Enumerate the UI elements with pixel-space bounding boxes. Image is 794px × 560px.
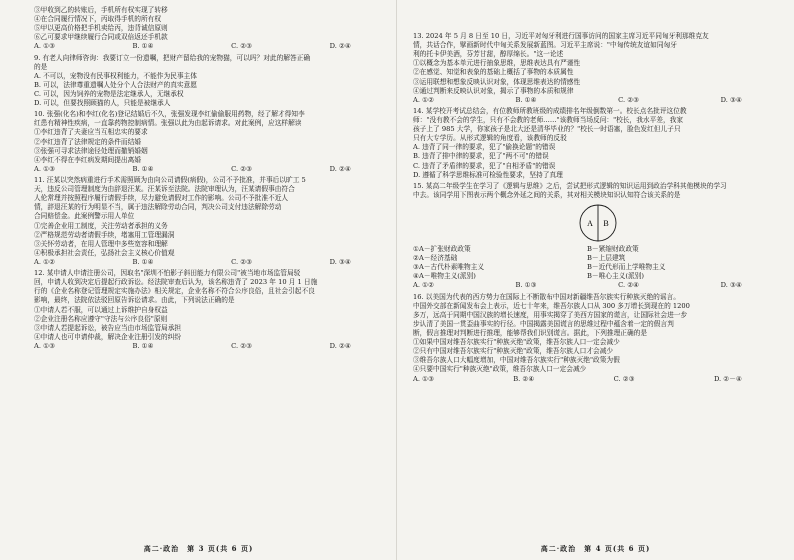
concept-diagram xyxy=(413,203,782,243)
diagram-label-a: A xyxy=(586,218,593,228)
answer-b[interactable]: B. ①④ xyxy=(132,341,154,350)
answer-c[interactable]: C. ②③ xyxy=(231,341,253,350)
question-11 xyxy=(34,176,391,267)
question-9 xyxy=(34,54,391,109)
answer-d[interactable]: D. ②④ xyxy=(329,341,351,350)
question-stem: 影响，最终，法院依法驳回原告诉讼请求。由此，下列说法正确的是 xyxy=(34,296,235,305)
question-stem: 10. 张强(化名)和李红(化名)登记结婚后不久，张强发现李红偷偷服用药物，经了解才得知李 xyxy=(34,110,305,119)
option-line: ③运用联想和想象反映认识对象，体现思维表达的情感性 xyxy=(413,77,581,86)
option-line: ①如果中国对维吾尔族实行"种族灭绝"政策，维吾尔族人口一定会减少 xyxy=(413,338,620,347)
answer-a[interactable]: A. ①③ xyxy=(34,42,56,51)
pair-4-a: ④A－唯物主义(派别) xyxy=(413,272,476,281)
answer-a[interactable]: A. ①③ xyxy=(413,374,435,383)
option-line: ⑥乙可要求甲继续履行合同或双倍返还手机款 xyxy=(34,33,168,42)
diagram-label-b: B xyxy=(602,218,609,228)
answer-a[interactable]: A. ①② xyxy=(413,95,435,104)
pair-1-b: B－紧缩财政政策 xyxy=(587,244,639,253)
answer-d[interactable]: D. ②④ xyxy=(329,164,351,173)
answer-choices xyxy=(413,375,782,384)
answer-b[interactable]: B. ①④ xyxy=(515,95,537,104)
question-stem: 中去。该同学用下图表示两个概念外延之间的关系，其对相关模块知识认知符合该关系的是 xyxy=(413,190,681,199)
option-line: ③张强可寻求法律途径处理而撤销婚姻 xyxy=(34,146,148,155)
answer-c[interactable]: C. ②③ xyxy=(618,95,640,104)
question-16 xyxy=(413,293,782,384)
exam-page-4 xyxy=(397,0,794,560)
option-line: ④申请人也可申请仲裁，解决企业注册引发的纠纷 xyxy=(34,332,182,341)
question-stem: 15. 某高二年级学生在学习了《逻辑与思维》之后，尝试把形式逻辑的知识运用到政治学科其他模块的学习 xyxy=(413,181,727,190)
answer-d[interactable]: D. ③④ xyxy=(329,257,351,266)
answer-a[interactable]: A. ①③ xyxy=(34,341,56,350)
question-8-tail xyxy=(34,6,391,52)
answer-c[interactable]: C. ②③ xyxy=(231,257,253,266)
pair-4-b: B－唯心主义(派别) xyxy=(587,272,644,281)
option-line: ①完善企业用工制度，关注劳动者承担的义务 xyxy=(34,221,168,230)
question-stem: 人伦常理并按照程序履行请假手续，尽力避免请假对工作的影响。公司不予批准不近人 xyxy=(34,194,289,203)
answer-c[interactable]: C. ②③ xyxy=(613,374,635,383)
option-a[interactable]: A. 违背了同一律的要求，犯了"偷换论题"的错误 xyxy=(413,143,556,152)
question-14 xyxy=(413,107,782,180)
question-stem: 行的《企业名称登记管理规定实施办法》相关规定，企业名称不符合公序良俗，且社会引起不良 xyxy=(34,287,315,296)
answer-b[interactable]: B. ①④ xyxy=(132,164,154,173)
answer-d[interactable]: D. ②④ xyxy=(329,42,351,51)
answer-a[interactable]: A. ①② xyxy=(413,281,435,290)
option-line: ①李红违背了夫妻应当互相忠实的要求 xyxy=(34,128,148,137)
option-line: ⑤甲以更高价格把手机卖给丙，违背诚信原则 xyxy=(34,24,168,33)
page-footer: 高二·政治 第 4 页(共 6 页) xyxy=(540,544,651,554)
question-stem: 天，违反公司管理制度为由辞退汪某。汪某诉至法院。法院审理认为，汪某请假事由符合 xyxy=(34,185,295,194)
pair-3-b: B－近代形而上学唯物主义 xyxy=(587,263,666,272)
question-stem: 中国外交部在新闻发布会上表示，近七十年来，维吾尔族人口从 300 多万增长到现在的 1200 xyxy=(413,301,690,310)
answer-choices xyxy=(413,96,782,105)
option-line: ③维吾尔族人口大幅度增加，中国对维吾尔族实行"种族灭绝"政策为假 xyxy=(413,356,620,365)
question-stem: 11. 汪某以突然病重进行手术需照顾为由向公司请假(病假)，公司不予批准，并事后以旷工 5 xyxy=(34,175,306,184)
pair-3-a: ③A－古代朴素唯物主义 xyxy=(413,263,485,272)
option-line: ②在感觉、知觉和表象的基础上概括了事物的本质属性 xyxy=(413,68,574,77)
question-stem: 多万，远高于同期中国汉族的增长速度，用事实揭穿了美西方国家的谎言，让国际社会进一步 xyxy=(413,310,688,319)
answer-b[interactable]: B. ②④ xyxy=(513,374,535,383)
answer-c[interactable]: C. ②③ xyxy=(231,42,253,51)
question-13 xyxy=(413,32,782,105)
option-line: ②只有中国对维吾尔族实行"种族灭绝"政策，维吾尔族人口才会减少 xyxy=(413,347,614,356)
concept-circle-diagram xyxy=(578,203,618,243)
answer-choices xyxy=(34,258,391,267)
pair-2-b: B－上层建筑 xyxy=(587,254,626,263)
option-line: ①申请人若不服，可以通过上诉维护自身权益 xyxy=(34,305,168,314)
question-stem: 回，申请人收到决定后提起行政诉讼。经法院审查后认为，该名称违背了 2023 年 10 月 1 日施 xyxy=(34,278,318,287)
option-c[interactable]: C. 违背了矛盾律的要求，犯了"自相矛盾"的错误 xyxy=(413,161,556,170)
option-b[interactable]: B. 违背了排中律的要求，犯了"两不可"的错误 xyxy=(413,152,549,161)
question-stem: 师："没有教不会的学生，只有不会教的老师……"该教师当场反问："校长，我水平差，我家 xyxy=(413,115,684,124)
option-line: ③甲收到乙的转账后，手机所有权实现了转移 xyxy=(34,6,168,14)
question-stem: 断，假言推理对判断进行推理，能够帮我们识别谎言。据此，下列推理正确的是 xyxy=(413,328,648,337)
question-stem: 红患有精神性疾病，一直靠药物控制病情。张强以此为由起诉请求。对此案例，应这样解读 xyxy=(34,119,302,128)
option-line: ②企业注册名称应遵守"守法与公序良俗"原则 xyxy=(34,314,168,323)
option-d[interactable]: D. 遵循了科学思维标准可检验性要求，坚持了真理 xyxy=(413,170,563,179)
question-stem: 13. 2024 年 5 月 8 日至 10 日，习近平对匈牙利进行国事访问的国家主席习近平同匈牙利那维克友 xyxy=(413,32,709,40)
answer-choices xyxy=(413,281,782,290)
question-stem: 步认清了美国一贯歪曲事实的行径。中国揭露美国谎言的思维过程中蕴含着一定的假言判 xyxy=(413,319,674,328)
option-a[interactable]: A. 不可以，宠物没有民事权利能力，不能作为民事主体 xyxy=(34,71,197,80)
answer-a[interactable]: A. ①② xyxy=(34,257,56,266)
page-footer: 高二·政治 第 3 页(共 6 页) xyxy=(143,544,254,554)
answer-c[interactable]: C. ②④ xyxy=(618,281,640,290)
option-line: ②严格规范劳动者请假手续，堵塞用工管理漏洞 xyxy=(34,230,175,239)
question-stem: 情，辞退汪某的行为明显不当，属于违法解除劳动合同，判决公司支付违法解除劳动 xyxy=(34,203,282,212)
option-line: ④在合同履行情况下，丙取得手机的所有权 xyxy=(34,15,162,24)
option-b[interactable]: B. 可以，法律尊重遗嘱人处分个人合法财产的真实意愿 xyxy=(34,80,197,89)
question-stem: 16. 以美国为代表的西方势力在国际上不断散布中国对新疆维吾尔族实行种族灭绝的谣言。 xyxy=(413,292,680,301)
question-stem: 孩子上了 985 大学，你家孩子是北大还是清华毕业的？"校长一时语塞，脸色发红但儿子只 xyxy=(413,125,681,134)
answer-d[interactable]: D. ③④ xyxy=(720,95,742,104)
question-stem: 利的托卡伊美酒，芬芳甘甜，醇厚绵长。"这一论述 xyxy=(413,50,564,59)
answer-choices xyxy=(34,42,391,51)
pair-2-a: ②A－经济基础 xyxy=(413,254,458,263)
answer-b[interactable]: B. ①③ xyxy=(515,281,537,290)
option-line: ②李红违背了法律规定的条件而结婚 xyxy=(34,137,141,146)
concept-pairs xyxy=(413,245,782,281)
option-line: ④积极承担社会责任，弘扬社会主义核心价值观 xyxy=(34,248,175,257)
answer-choices xyxy=(34,342,391,351)
answer-c[interactable]: C. ②③ xyxy=(231,164,253,173)
question-stem: 合同赔偿金。此案例警示用人单位 xyxy=(34,212,135,221)
option-line: ③申请人若提起诉讼，被告应当由市场监管局承担 xyxy=(34,323,182,332)
answer-b[interactable]: B. ①④ xyxy=(132,42,154,51)
question-stem: 只有大专学历。从形式逻辑的角度看，该教师的反驳 xyxy=(413,134,567,143)
question-stem: 情，共话合作，擘画新时代中匈关系发展新蓝图。习近平主席说："中匈传统友谊如同匈牙 xyxy=(413,41,677,50)
option-c[interactable]: C. 可以，因为饲养的宠物是法定继承人，无继承权 xyxy=(34,89,184,98)
question-10 xyxy=(34,110,391,174)
pair-1-a: ①A－扩张财政政策 xyxy=(413,244,471,253)
question-stem: 12. 某申请人申请注册公司，因取名"深圳不怕影子斜田能力有限公司"被当地市场监管局驳 xyxy=(34,269,301,278)
question-stem: 14. 某学校开考试总结会，有位教师所教班级的成绩排名年级倒数第一。校长点名批评这位教 xyxy=(413,106,687,115)
option-line: ④只要中国实行"种族灭绝"政策，维吾尔族人口一定会减少 xyxy=(413,365,587,374)
option-d[interactable]: D. 可以，但要找照顾猫的人，只能是被继承人 xyxy=(34,99,171,108)
answer-b[interactable]: B. ①④ xyxy=(132,257,154,266)
question-15 xyxy=(413,182,782,291)
answer-a[interactable]: A. ①③ xyxy=(34,164,56,173)
option-line: ①以概念为基本单元进行抽象思维，思维表达具有严谨性 xyxy=(413,59,581,68)
option-line: ④李红不得在李红病发期间提出离婚 xyxy=(34,155,141,164)
option-line: ④通过判断来反映认识对象，揭示了事物的本质和规律 xyxy=(413,86,574,95)
answer-d[interactable]: D. ③④ xyxy=(720,281,742,290)
answer-d[interactable]: D. ②－④ xyxy=(713,374,742,383)
question-stem: 9. 有老人向律师咨询：我要订立一份遗嘱，把财产留给我的宠物猫，可以吗？对此的解答正确 xyxy=(34,53,311,62)
question-12 xyxy=(34,269,391,351)
answer-choices xyxy=(34,165,391,174)
option-line: ③关怀劳动者，在用人管理中多些宽容和理解 xyxy=(34,239,168,248)
question-stem: 的是 xyxy=(34,62,48,71)
